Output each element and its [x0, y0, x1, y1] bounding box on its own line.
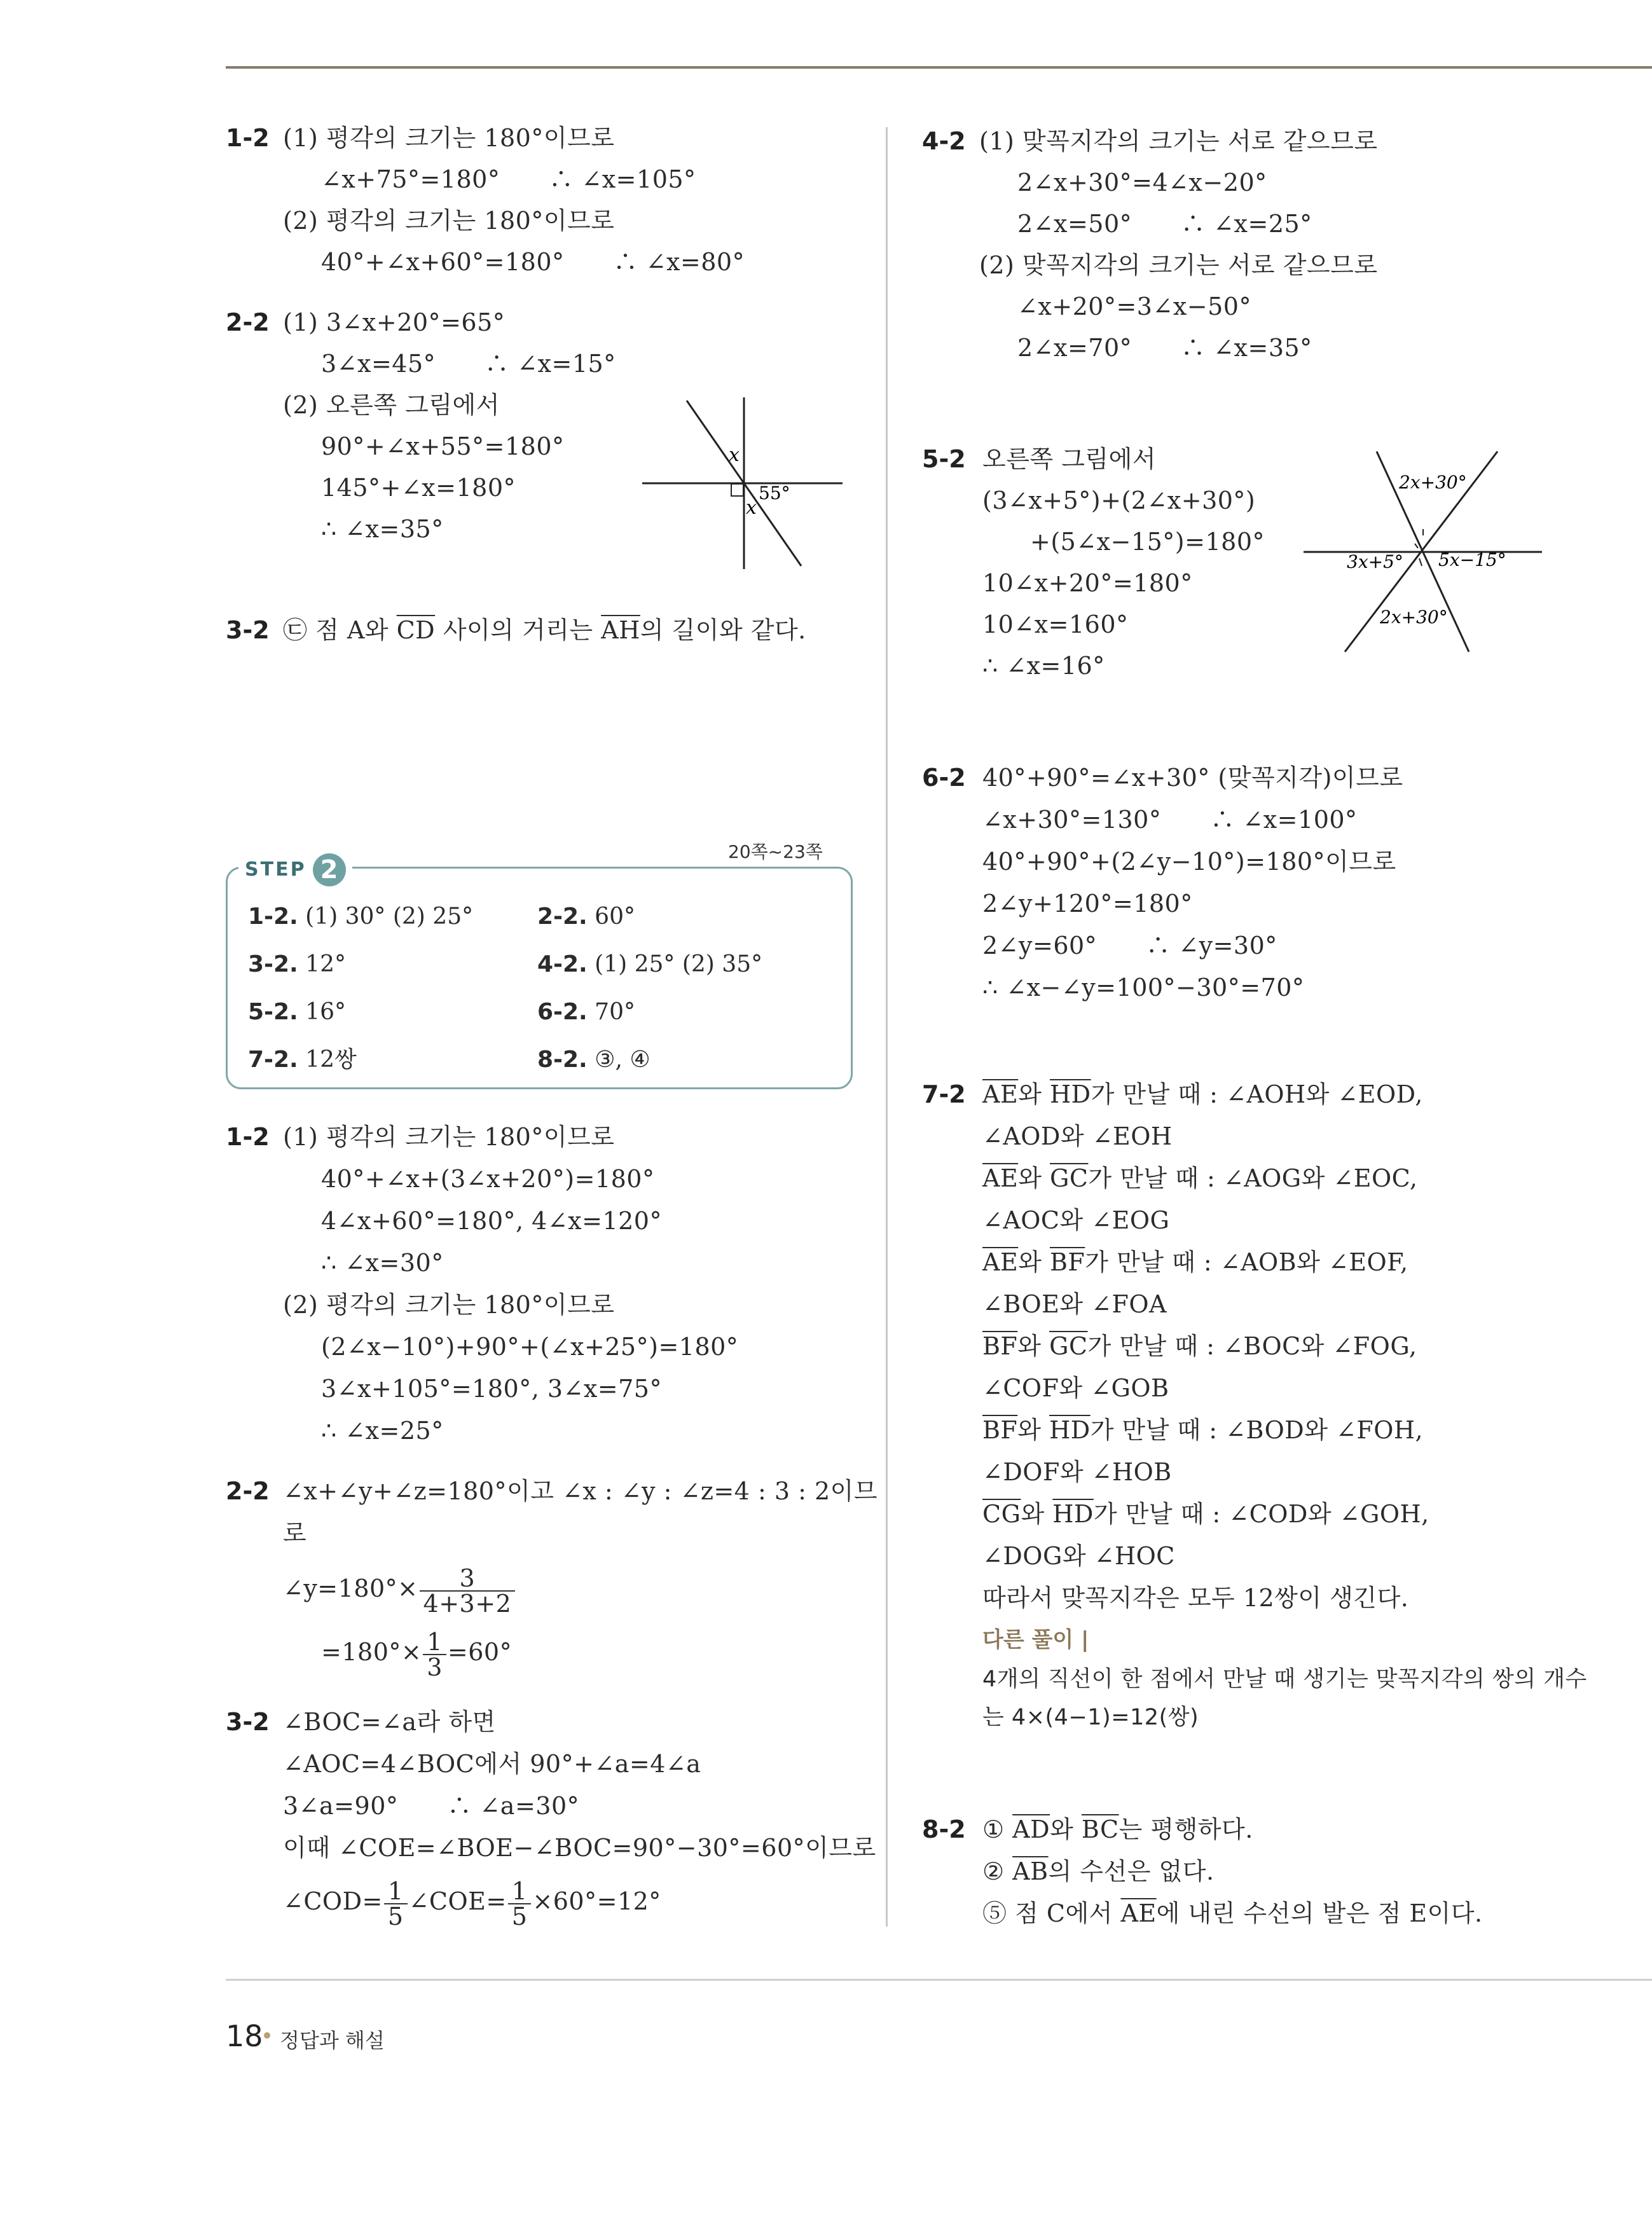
solution-line: $\overline{AE}$와 $\overline{BF}$가 만날 때 : ∠AOB와 ∠EOF, [982, 1248, 1408, 1276]
solution-line: 따라서 맞꼭지각은 모두 12쌍이 생긴다. [982, 1584, 1409, 1612]
footer-dot [264, 2032, 270, 2039]
problem-number: 7-2 [922, 1080, 966, 1108]
problem-number: 1-2 [226, 1123, 270, 1151]
angle-label-right: 5x−15° [1438, 549, 1506, 570]
solution-line: ∴ ∠x=30° [321, 1249, 444, 1277]
solution-line: $\overline{BF}$와 $\overline{HD}$가 만날 때 : ∠BOD와 ∠FOH, [982, 1416, 1424, 1444]
solution-line: 2∠y=60° ∴ ∠y=30° [982, 932, 1277, 960]
solution-line: 오른쪽 그림에서 [982, 445, 1157, 473]
column-divider [886, 127, 888, 1927]
solution-line: (1) 3∠x+20°=65° [283, 308, 506, 336]
solution-line: $\overline{AE}$와 $\overline{GC}$가 만날 때 : ∠AOG와 ∠EOC, [982, 1164, 1418, 1192]
solution-line: ∠BOC=∠a라 하면 [283, 1708, 496, 1736]
solution-line: ∴ ∠x=25° [321, 1417, 444, 1445]
solution-line: $\overline{CG}$와 $\overline{HD}$가 만날 때 : ∠COD와 ∠GOH, [982, 1500, 1429, 1528]
step-number-circle: 2 [313, 853, 346, 886]
problem-number: 2-2 [226, 308, 270, 336]
alternative-solution-title: 다른 풀이 | [982, 1627, 1089, 1653]
fraction: $\frac{1}{5}$ [508, 1879, 532, 1929]
solution-line: 40°+∠x+60°=180° ∴ ∠x=80° [321, 248, 745, 276]
step-answer: 7-2. 12쌍 [248, 1047, 357, 1073]
solution-line: (1) 평각의 크기는 180°이므로 [283, 124, 615, 152]
solution-line: 2∠x=50° ∴ ∠x=25° [1017, 210, 1312, 238]
step-answer: 5-2. 16° [248, 999, 346, 1025]
solution-line: $\overline{BF}$와 $\overline{GC}$가 만날 때 : ∠BOC와 ∠FOG, [982, 1332, 1417, 1360]
solution-line: ∠AOD와 ∠EOH [982, 1122, 1173, 1150]
solution-line: (2) 평각의 크기는 180°이므로 [283, 1291, 615, 1319]
segment-ah: $\overline{AH}$ [601, 616, 640, 644]
solution-line: ② $\overline{AB}$의 수선은 없다. [982, 1857, 1215, 1885]
alternative-solution-line: 는 4×(4−1)=12(쌍) [982, 1705, 1199, 1730]
problem-number: 3-2 [226, 616, 270, 644]
problem-number: 4-2 [922, 127, 966, 155]
bottom-rule [226, 1979, 1652, 1981]
solution-line: (1) 맞꼭지각의 크기는 서로 같으므로 [979, 127, 1378, 155]
solution-line: 3∠a=90° ∴ ∠a=30° [283, 1792, 580, 1820]
solution-line: 40°+90°=∠x+30° (맞꼭지각)이므로 [982, 764, 1403, 792]
solution-line: 3∠x=45° ∴ ∠x=15° [321, 350, 616, 378]
solution-line: ㉢ 점 A와 $\overline{CD}$ 사이의 거리는 $\overline{AH}$의 길이와 같다. [283, 616, 806, 644]
fraction: $\frac{3}{4+3+2}$ [420, 1566, 516, 1616]
solution-line: ∠DOF와 ∠HOB [982, 1458, 1172, 1486]
page-range: 20쪽~23쪽 [728, 841, 823, 862]
solution-line: 이때 ∠COE=∠BOE−∠BOC=90°−30°=60°이므로 [283, 1834, 876, 1862]
step-answer: 4-2. (1) 25° (2) 35° [537, 951, 763, 977]
step-answer: 6-2. 70° [537, 999, 635, 1025]
solution-line: (1) 평각의 크기는 180°이므로 [283, 1123, 615, 1151]
solution-line: ∴ ∠x−∠y=100°−30°=70° [982, 974, 1305, 1001]
line-cd: $\overline{CD}$ [396, 616, 436, 644]
step-answer: 2-2. 60° [537, 904, 635, 930]
solution-line: +(5∠x−15°)=180° [1030, 528, 1265, 556]
solution-line: ⑤ 점 C에서 $\overline{AE}$에 내린 수선의 발은 점 E이다. [982, 1899, 1483, 1927]
right-angle-mark [731, 484, 743, 496]
fraction: $\frac{1}{3}$ [423, 1630, 446, 1679]
solution-line: ∠BOE와 ∠FOA [982, 1290, 1167, 1318]
solution-line: ∠x+20°=3∠x−50° [1017, 293, 1251, 320]
solution-line: 3∠x+105°=180°, 3∠x=75° [321, 1375, 662, 1403]
angle-label-top: 2x+30° [1399, 472, 1467, 493]
solution-line: 10∠x+20°=180° [982, 569, 1193, 597]
solution-line: (2) 평각의 크기는 180°이므로 [283, 207, 615, 235]
angle-label-bottom: 2x+30° [1380, 607, 1448, 628]
problem-number: 8-2 [922, 1815, 966, 1843]
solution-line: (2∠x−10°)+90°+(∠x+25°)=180° [321, 1333, 739, 1361]
angle-label-55: 55° [759, 483, 790, 504]
angle-figure-5-2 [1304, 445, 1545, 655]
solution-line: ∴ ∠x=35° [321, 515, 444, 543]
solution-line-fraction: ∠y=180°× $\frac{3}{4+3+2}$ [283, 1563, 516, 1616]
fraction: $\frac{1}{5}$ [384, 1879, 408, 1929]
solution-line: ∠x+30°=130° ∴ ∠x=100° [982, 806, 1358, 834]
solution-line: (3∠x+5°)+(2∠x+30°) [982, 486, 1256, 514]
solution-line: 40°+∠x+(3∠x+20°)=180° [321, 1165, 655, 1193]
page-number: 18 [226, 2019, 263, 2053]
problem-number: 6-2 [922, 764, 966, 792]
problem-number: 3-2 [226, 1708, 270, 1736]
solution-line: 10∠x=160° [982, 610, 1129, 638]
solution-line-fraction: ∠COD= $\frac{1}{5}$ ∠COE= $\frac{1}{5}$ ×60°=12° [283, 1876, 661, 1931]
solution-line: 로 [283, 1519, 307, 1547]
footer-title: 정답과 해설 [280, 2028, 385, 2053]
solution-line: 2∠x+30°=4∠x−20° [1017, 169, 1267, 196]
solution-line: ∠x+∠y+∠z=180°이고 ∠x : ∠y : ∠z=4 : 3 : 2이므 [283, 1477, 878, 1505]
solution-line: 145°+∠x=180° [321, 474, 516, 502]
solution-line: 40°+90°+(2∠y−10°)=180°이므로 [982, 848, 1396, 876]
top-rule [226, 66, 1652, 69]
solution-line: 2∠x=70° ∴ ∠x=35° [1017, 334, 1312, 362]
solution-line: (2) 오른쪽 그림에서 [283, 391, 500, 419]
solution-line: ∠COF와 ∠GOB [982, 1374, 1169, 1402]
solution-line: ∠x+75°=180° ∴ ∠x=105° [321, 165, 696, 193]
angle-figure-2-2 [639, 397, 849, 572]
solution-line: ∠AOC와 ∠EOG [982, 1206, 1170, 1234]
step-label: STEP 2 [238, 853, 352, 886]
solution-line: ∠AOC=4∠BOC에서 90°+∠a=4∠a [283, 1750, 701, 1778]
angle-label-x-top: x [729, 444, 740, 466]
solution-line: 4∠x+60°=180°, 4∠x=120° [321, 1207, 662, 1235]
step-answer: 3-2. 12° [248, 951, 346, 977]
alternative-solution-line: 4개의 직선이 한 점에서 만날 때 생기는 맞꼭지각의 쌍의 개수 [982, 1667, 1587, 1692]
problem-number: 1-2 [226, 124, 270, 152]
solution-line-fraction: =180°× $\frac{1}{3}$ =60° [321, 1627, 513, 1681]
step-answer: 1-2. (1) 30° (2) 25° [248, 904, 474, 930]
solution-line: 2∠y+120°=180° [982, 890, 1193, 918]
solution-line: (2) 맞꼭지각의 크기는 서로 같으므로 [979, 251, 1378, 279]
solution-line: 90°+∠x+55°=180° [321, 432, 565, 460]
angle-label-left: 3x+5° [1347, 551, 1403, 572]
solution-line: $\overline{AE}$와 $\overline{HD}$가 만날 때 : ∠AOH와 ∠EOD, [982, 1080, 1423, 1108]
step-answer: 8-2. ③, ④ [537, 1047, 650, 1073]
solution-line: ∠DOG와 ∠HOC [982, 1542, 1175, 1570]
angle-label-x-bottom: x [746, 497, 757, 519]
problem-number: 5-2 [922, 445, 966, 473]
problem-number: 2-2 [226, 1477, 270, 1505]
solution-line: ① $\overline{AD}$와 $\overline{BC}$는 평행하다. [982, 1815, 1253, 1843]
solution-line: ∴ ∠x=16° [982, 652, 1105, 680]
